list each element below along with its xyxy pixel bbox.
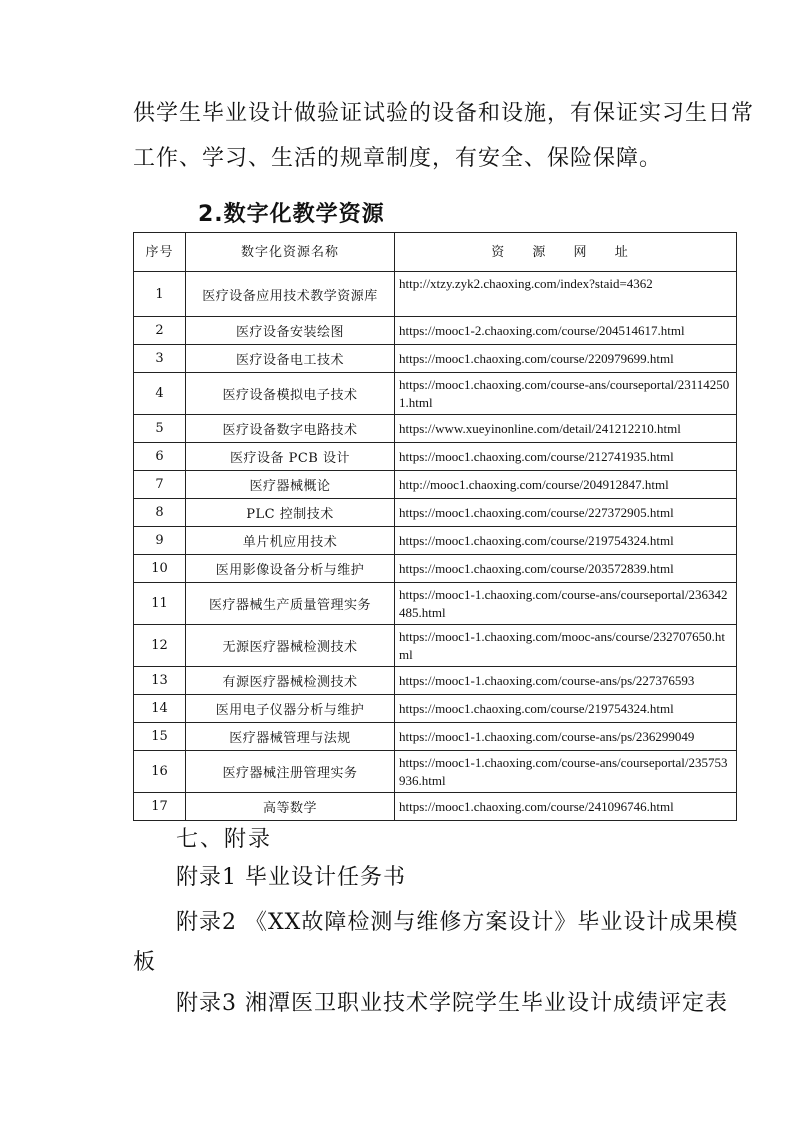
row-url[interactable]: https://mooc1-1.chaoxing.com/course-ans/ps/227376593 bbox=[395, 667, 737, 695]
appendix-item-3: 附录3 湘潭医卫职业技术学院学生毕业设计成绩评定表 bbox=[176, 991, 728, 1016]
appendix-title: 七、附录 bbox=[176, 827, 273, 852]
row-url[interactable]: https://mooc1-1.chaoxing.com/course-ans/ps/236299049 bbox=[395, 723, 737, 751]
row-url[interactable]: https://mooc1.chaoxing.com/course/220979699.html bbox=[395, 345, 737, 373]
row-name: 医用影像设备分析与维护 bbox=[186, 555, 395, 583]
table-row bbox=[134, 555, 737, 583]
table-row bbox=[134, 723, 737, 751]
row-name: 医疗设备 PCB 设计 bbox=[186, 443, 395, 471]
table-row bbox=[134, 415, 737, 443]
appendix-item-2: 附录2 《XX故障检测与维修方案设计》毕业设计成果模 bbox=[176, 910, 739, 935]
row-num: 12 bbox=[134, 625, 186, 667]
row-url[interactable]: http://xtzy.zyk2.chaoxing.com/index?staid=4362 bbox=[395, 272, 737, 317]
row-name: 医疗设备模拟电子技术 bbox=[186, 373, 395, 415]
table-row bbox=[134, 793, 737, 821]
row-num: 9 bbox=[134, 527, 186, 555]
row-url[interactable]: https://www.xueyinonline.com/detail/241212210.html bbox=[395, 415, 737, 443]
row-num: 1 bbox=[134, 272, 186, 317]
row-url[interactable]: https://mooc1-1.chaoxing.com/course-ans/courseportal/236342485.html bbox=[395, 583, 737, 625]
row-url[interactable]: https://mooc1.chaoxing.com/course/203572839.html bbox=[395, 555, 737, 583]
appendix-item-1: 附录1 毕业设计任务书 bbox=[176, 865, 406, 890]
row-name: 医用电子仪器分析与维护 bbox=[186, 695, 395, 723]
intro-line-1: 供学生毕业设计做验证试验的设备和设施，有保证实习生日常 bbox=[133, 101, 755, 126]
row-name: 有源医疗器械检测技术 bbox=[186, 667, 395, 695]
row-name: PLC 控制技术 bbox=[186, 499, 395, 527]
table-row bbox=[134, 527, 737, 555]
row-num: 8 bbox=[134, 499, 186, 527]
appendix-item-2-continued: 板 bbox=[133, 950, 157, 975]
row-name: 医疗设备数字电路技术 bbox=[186, 415, 395, 443]
row-num: 15 bbox=[134, 723, 186, 751]
table-header-row bbox=[134, 233, 737, 272]
header-url: 资 源 网 址 bbox=[395, 233, 737, 272]
header-num: 序号 bbox=[134, 233, 186, 272]
section-title: 2.数字化教学资源 bbox=[198, 202, 385, 227]
row-name: 单片机应用技术 bbox=[186, 527, 395, 555]
row-name: 医疗器械概论 bbox=[186, 471, 395, 499]
row-name: 无源医疗器械检测技术 bbox=[186, 625, 395, 667]
table-row bbox=[134, 443, 737, 471]
table-row bbox=[134, 373, 737, 415]
row-name: 医疗设备安装绘图 bbox=[186, 317, 395, 345]
table-row bbox=[134, 272, 737, 317]
row-num: 5 bbox=[134, 415, 186, 443]
table-row bbox=[134, 583, 737, 625]
table-row bbox=[134, 667, 737, 695]
row-name: 高等数学 bbox=[186, 793, 395, 821]
table-row bbox=[134, 751, 737, 793]
header-name: 数字化资源名称 bbox=[186, 233, 395, 272]
row-name: 医疗器械注册管理实务 bbox=[186, 751, 395, 793]
intro-line-2: 工作、学习、生活的规章制度，有安全、保险保障。 bbox=[133, 146, 663, 171]
table-row bbox=[134, 695, 737, 723]
row-url[interactable]: https://mooc1.chaoxing.com/course/212741935.html bbox=[395, 443, 737, 471]
row-url[interactable]: https://mooc1.chaoxing.com/course/241096746.html bbox=[395, 793, 737, 821]
table-row bbox=[134, 471, 737, 499]
row-url[interactable]: https://mooc1-1.chaoxing.com/mooc-ans/course/232707650.html bbox=[395, 625, 737, 667]
table-row bbox=[134, 499, 737, 527]
row-url[interactable]: https://mooc1-2.chaoxing.com/course/204514617.html bbox=[395, 317, 737, 345]
row-num: 2 bbox=[134, 317, 186, 345]
row-num: 6 bbox=[134, 443, 186, 471]
row-name: 医疗器械管理与法规 bbox=[186, 723, 395, 751]
row-num: 13 bbox=[134, 667, 186, 695]
table-row bbox=[134, 345, 737, 373]
row-num: 7 bbox=[134, 471, 186, 499]
row-num: 3 bbox=[134, 345, 186, 373]
row-name: 医疗器械生产质量管理实务 bbox=[186, 583, 395, 625]
row-num: 14 bbox=[134, 695, 186, 723]
row-name: 医疗设备电工技术 bbox=[186, 345, 395, 373]
row-num: 17 bbox=[134, 793, 186, 821]
row-url[interactable]: https://mooc1.chaoxing.com/course/219754324.html bbox=[395, 527, 737, 555]
row-name: 医疗设备应用技术教学资源库 bbox=[186, 272, 395, 317]
table-row bbox=[134, 317, 737, 345]
row-url[interactable]: https://mooc1.chaoxing.com/course/219754324.html bbox=[395, 695, 737, 723]
row-url[interactable]: https://mooc1.chaoxing.com/course/227372905.html bbox=[395, 499, 737, 527]
row-num: 16 bbox=[134, 751, 186, 793]
row-num: 10 bbox=[134, 555, 186, 583]
row-num: 11 bbox=[134, 583, 186, 625]
row-url[interactable]: http://mooc1.chaoxing.com/course/204912847.html bbox=[395, 471, 737, 499]
resource-table bbox=[133, 232, 737, 821]
row-url[interactable]: https://mooc1.chaoxing.com/course-ans/courseportal/231142501.html bbox=[395, 373, 737, 415]
table-row bbox=[134, 625, 737, 667]
row-num: 4 bbox=[134, 373, 186, 415]
row-url[interactable]: https://mooc1-1.chaoxing.com/course-ans/courseportal/235753936.html bbox=[395, 751, 737, 793]
